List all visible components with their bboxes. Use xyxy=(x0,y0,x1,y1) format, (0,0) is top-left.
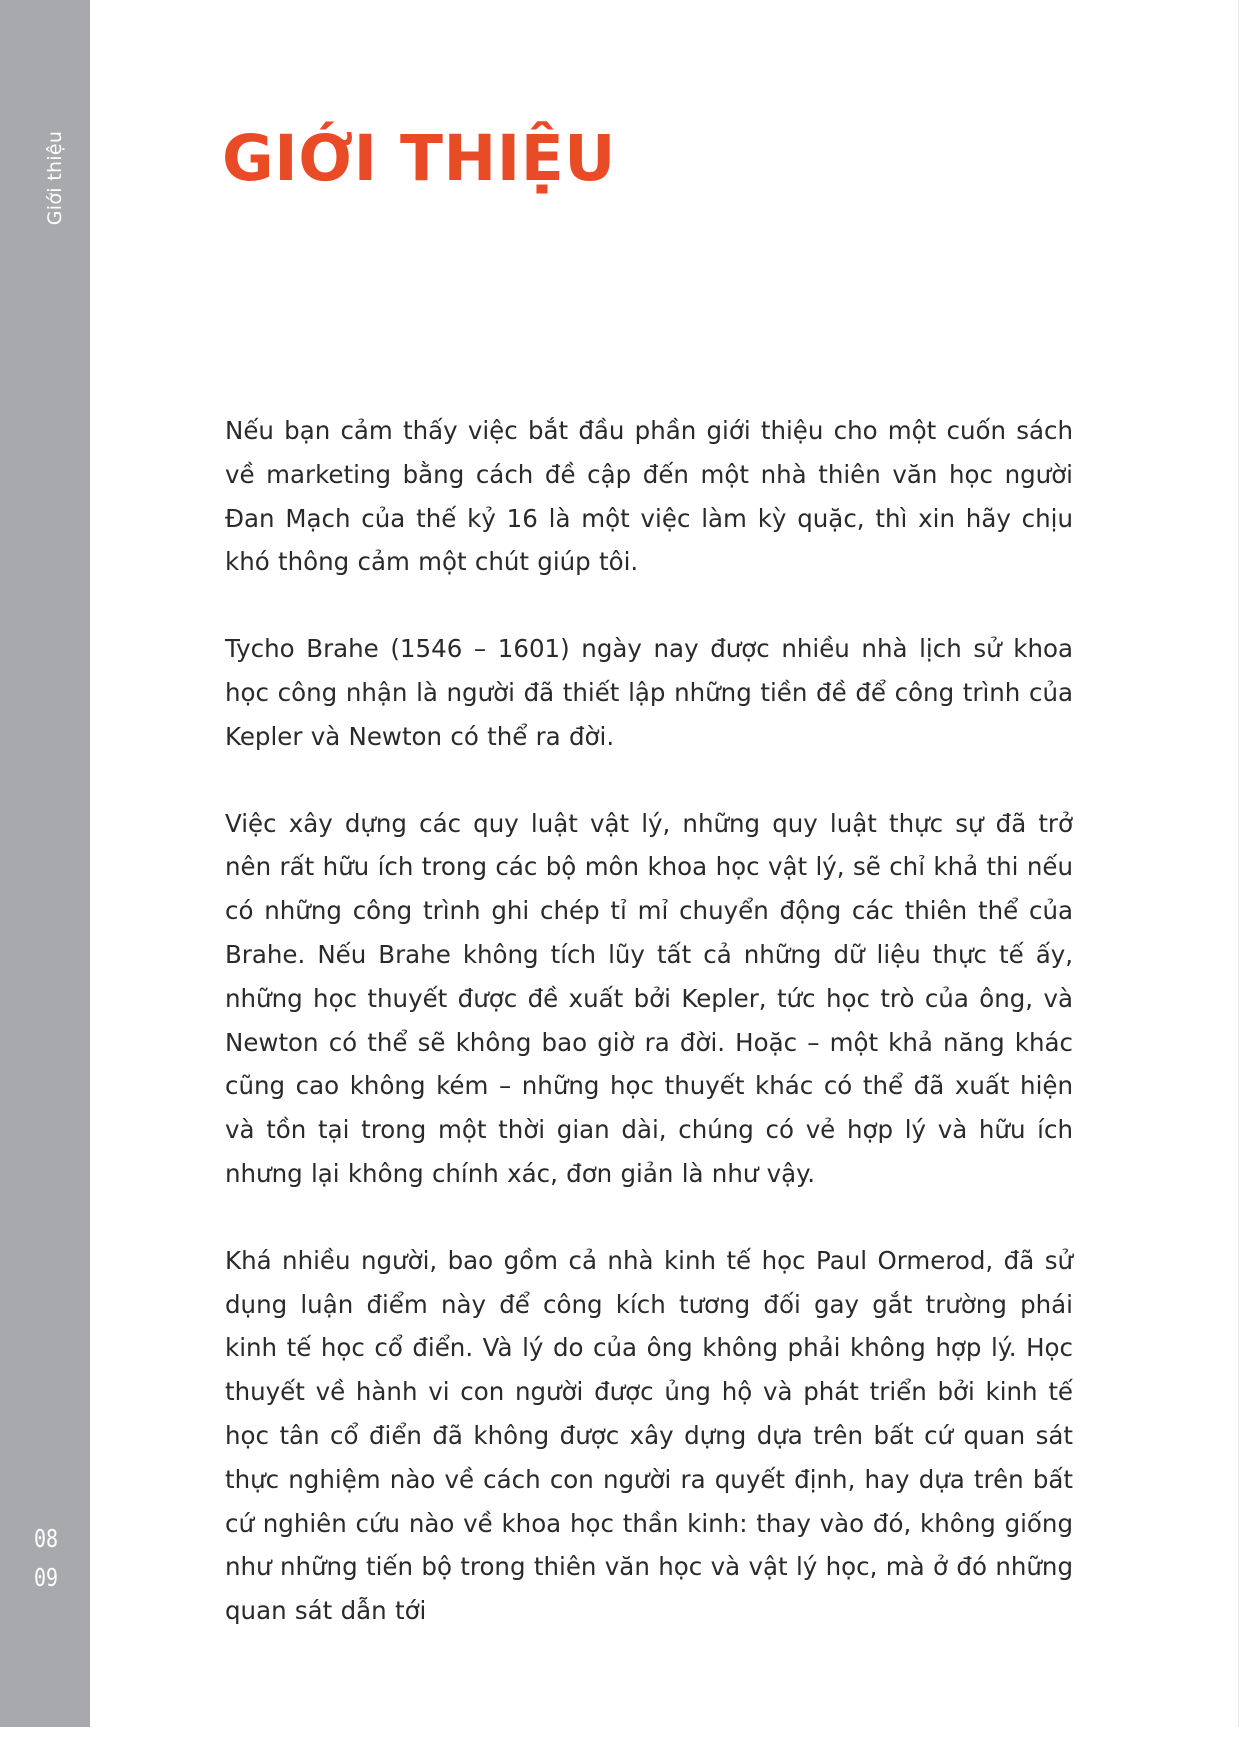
paragraph-1: Nếu bạn cảm thấy việc bắt đầu phần giới thiệu cho một cuốn sách về marketing bằng cách đề cập đến một nhà thiên văn học người Đan Mạch của thế kỷ 16 là một việc làm kỳ quặc, thì xin hãy chịu khó thông cảm một chút giúp tôi. xyxy=(225,416,1073,577)
paragraph-3: Việc xây dựng các quy luật vật lý, những quy luật thực sự đã trở nên rất hữu ích trong các bộ môn khoa học vật lý, sẽ chỉ khả thi nếu có những công trình ghi chép tỉ mỉ chuyển động các thiên thể của Brahe. Nếu Brahe không tích lũy tất cả những dữ liệu thực tế ấy, những học thuyết được đề xuất bởi Kepler, tức học trò của ông, và Newton có thể sẽ không bao giờ ra đời. Hoặc – một khả năng khác cũng cao không kém – những học thuyết khác có thể đã xuất hiện và tồn tại trong một thời gian dài, chúng có vẻ hợp lý và hữu ích nhưng lại không chính xác, đơn giản là như vậy. xyxy=(225,808,1073,1188)
paragraph-2: Tycho Brahe (1546 – 1601) ngày nay được nhiều nhà lịch sử khoa học công nhận là người đã thiết lập những tiền đề để công trình của Kepler và Newton có thể ra đời. xyxy=(225,634,1073,751)
page-number-left: 08 xyxy=(33,1523,59,1553)
body-text xyxy=(225,409,1073,1676)
page-number-right: 09 xyxy=(33,1562,59,1592)
bottom-margin xyxy=(0,1727,1239,1754)
page-sidebar xyxy=(0,0,90,1727)
paragraph-4: Khá nhiều người, bao gồm cả nhà kinh tế học Paul Ormerod, đã sử dụng luận điểm này để công kích tương đối gay gắt trường phái kinh tế học cổ điển. Và lý do của ông không phải không hợp lý. Học thuyết về hành vi con người được ủng hộ và phát triển bởi kinh tế học tân cổ điển đã không được xây dựng dựa trên bất cứ quan sát thực nghiệm nào về cách con người ra quyết định, hay dựa trên bất cứ nghiên cứu nào về khoa học thần kinh: thay vào đó, không giống như những tiến bộ trong thiên văn học và vật lý học, mà ở đó những quan sát dẫn tới xyxy=(225,1245,1073,1626)
chapter-title: GIỚI THIỆU xyxy=(222,122,616,195)
running-head: Giới thiệu xyxy=(44,130,66,226)
